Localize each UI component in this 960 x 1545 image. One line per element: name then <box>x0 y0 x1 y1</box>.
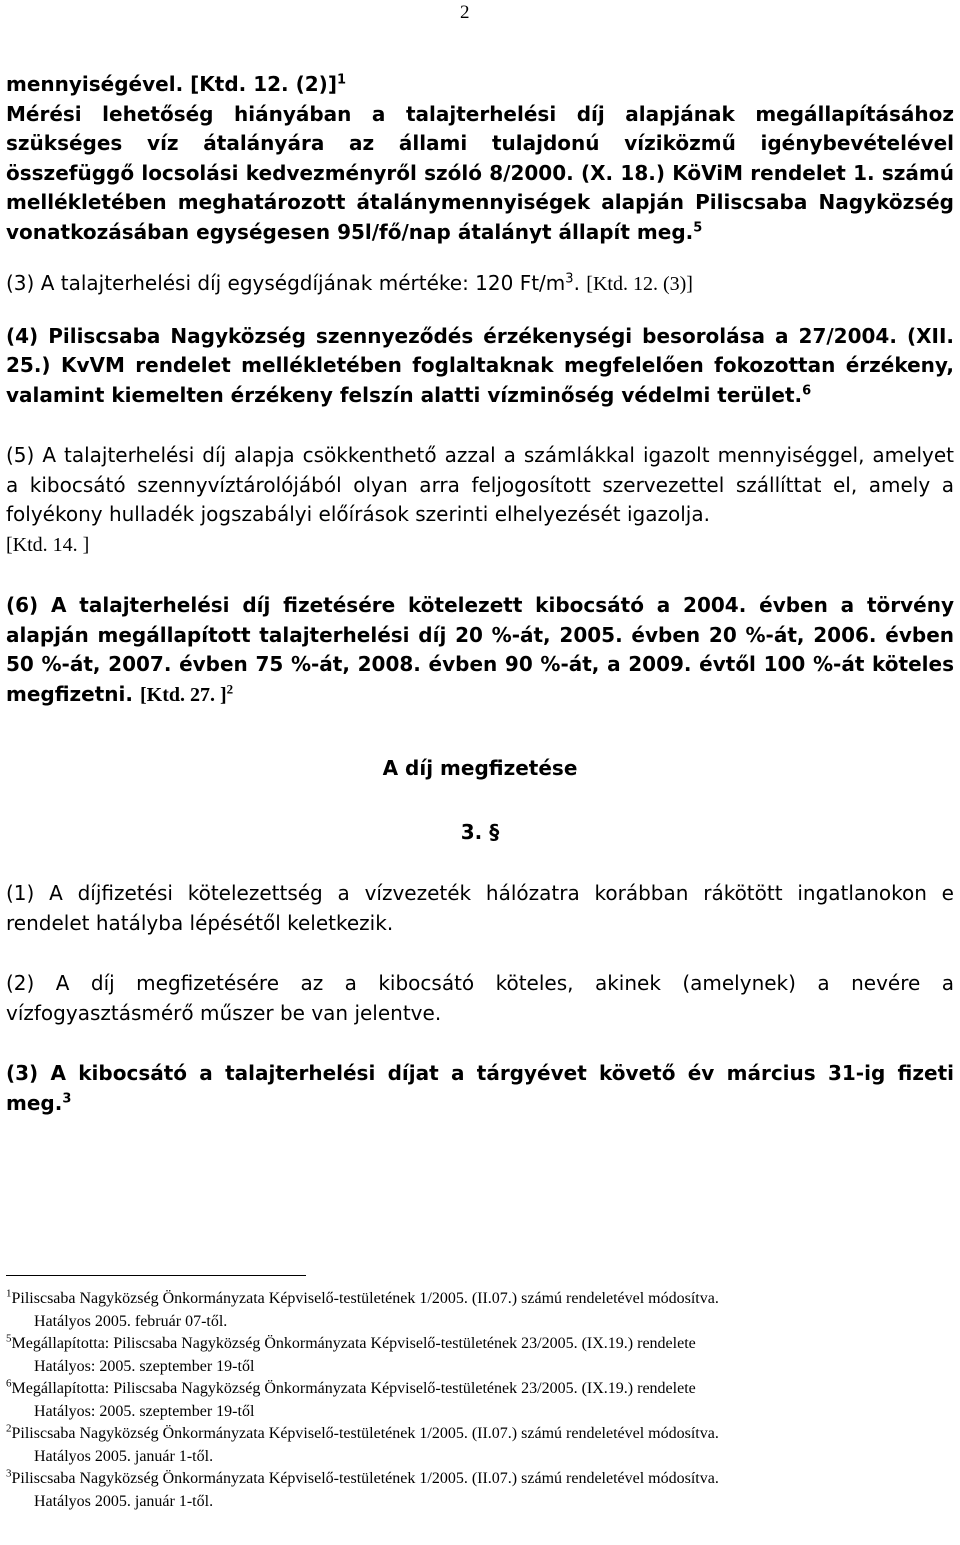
footnote-ref-3[interactable]: 3 <box>62 1090 72 1106</box>
footnote-effective: Hatályos: 2005. szeptember 19-től <box>34 1402 255 1420</box>
unit-superscript: 3 <box>565 271 574 287</box>
footnote-5 <box>6 1333 954 1378</box>
footnote-text: Piliscsaba Nagyközség Önkormányzata Képviselő-testületének 1/2005. (II.07.) számú rendeletével módosítva. <box>11 1425 719 1442</box>
paragraph-flat-rate-text-wrap <box>6 100 954 248</box>
footnote-number: 5 <box>6 1332 12 1345</box>
ktd-reference: [Ktd. 12. (3)] <box>586 273 693 295</box>
paragraph-flat-rate-text: Mérési lehetőség hiányában a talajterhelési díj alapjának megállapításához szükséges víz átalányára az állami tulajdonú víziközmű igénybevételével összefüggő locsolási kedvezményről szóló 8/2000. (X. 18.) KöViM rendelet 1. számú mellékletében meghatározott átalánymennyiségek alapján Piliscsaba Nagyközség vonatkozásában egységesen 95l/fő/nap átalányt állapít meg. <box>6 101 954 244</box>
section-number-label: 3. <box>460 819 483 844</box>
page-number: 2 <box>460 2 470 23</box>
paragraph-s3-2: (2) A díj megfizetésére az a kibocsátó köteles, akinek (amelynek) a nevére a vízfogyasztásmérő műszer be van jelentve. <box>6 971 954 1025</box>
paragraph-s3-1: (1) A díjfizetési kötelezettség a vízvezeték hálózatra korábban rákötött ingatlanokon e rendelet hatályba lépésétől keletkezik. <box>6 881 954 935</box>
paragraph-6-payment-schedule <box>6 591 954 710</box>
paragraph-6-text: (6) A talajterhelési díj fizetésére kötelezett kibocsátó a 2004. évben a törvény alapján megállapított talajterhelési díj 20 %-át, 2005. évben 20 %-át, 2006. évben 50 %-át, 2007. évben 75 %-át, 2008. évben 90 %-át, a 2009. évtől 100 %-át köteles megfizetni. <box>6 593 954 706</box>
footnote-ref-6[interactable]: 6 <box>802 382 812 398</box>
footnote-text: Megállapította: Piliscsaba Nagyközség Önkormányzata Képviselő-testületének 23/2005. (IX.19.) rendelete <box>11 1380 696 1397</box>
ktd-reference: [Ktd. 27. ] <box>139 683 227 706</box>
paragraph-3-after: . <box>573 271 587 295</box>
footnote-effective: Hatályos: 2005. szeptember 19-től <box>34 1357 255 1375</box>
footnote-text: Piliscsaba Nagyközség Önkormányzata Képviselő-testületének 1/2005. (II.07.) számú rendeletével módosítva. <box>11 1470 719 1487</box>
paragraph-5-reduction <box>6 441 954 560</box>
footnote-number: 1 <box>6 1287 12 1300</box>
paragraph-5-text: (5) A talajterhelési díj alapja csökkenthető azzal a számlákkal igazolt mennyiséggel, amelyet a kibocsátó szennyvíztárolójából olyan arra feljogosított szervezettel szállíttat el, amely a folyékony hulladék jogszabályi előírások szerinti elhelyezését igazolja. <box>6 443 954 526</box>
paragraph-4-sensitivity <box>6 322 954 411</box>
footnote-3 <box>6 1468 954 1513</box>
footnote-number: 2 <box>6 1422 12 1435</box>
footnote-1 <box>6 1288 954 1333</box>
footnote-effective: Hatályos 2005. január 1-től. <box>34 1447 214 1465</box>
document-body <box>6 70 954 1149</box>
paragraph-flat-rate-first-line <box>6 70 954 100</box>
footnote-effective: Hatályos 2005. január 1-től. <box>34 1492 214 1510</box>
footnote-effective: Hatályos 2005. február 07-től. <box>34 1312 228 1330</box>
ktd-reference: mennyiségével. [Ktd. 12. <box>6 72 289 96</box>
paragraph-3-unit-rate <box>6 269 954 300</box>
footnote-ref-1[interactable]: 1 <box>336 72 347 88</box>
footnote-text: Piliscsaba Nagyközség Önkormányzata Képviselő-testületének 1/2005. (II.07.) számú rendeletével módosítva. <box>11 1290 719 1307</box>
footnote-number: 3 <box>6 1467 12 1480</box>
section-number <box>6 818 954 848</box>
paragraph-4-text: (4) Piliscsaba Nagyközség szennyeződés érzékenységi besorolása a 27/2004. (XII. 25.) KvVM rendelet mellékletében foglaltaknak megfelelően fokozottan érzékeny, valamint kiemelten érzékeny felszín alatti vízminőség védelmi terület. <box>6 323 954 407</box>
paragraph-3-text: (3) A talajterhelési díj egységdíjának mértéke: 120 Ft/m <box>6 271 566 295</box>
section-heading: A díj megfizetése <box>382 756 578 780</box>
footnote-number: 6 <box>6 1377 12 1390</box>
footnote-separator <box>6 1275 306 1276</box>
footnotes <box>6 1288 954 1513</box>
section-sign-reference: (2)] <box>288 72 337 96</box>
footnote-ref-2[interactable]: 2 <box>226 680 234 696</box>
footnote-text: Megállapította: Piliscsaba Nagyközség Önkormányzata Képviselő-testületének 23/2005. (IX.19.) rendelete <box>11 1335 696 1352</box>
paragraph-s3-3 <box>6 1059 954 1118</box>
footnote-6 <box>6 1378 954 1423</box>
ktd-reference: [Ktd. 14. ] <box>6 533 90 556</box>
section-sign-icon: § <box>489 819 500 844</box>
paragraph-flat-rate <box>6 70 954 247</box>
footnote-ref-5[interactable]: 5 <box>693 219 703 235</box>
footnote-2 <box>6 1423 954 1468</box>
paragraph-s3-3-text: (3) A kibocsátó a talajterhelési díjat a tárgyévet követő év március 31-ig fizeti meg. <box>6 1061 954 1115</box>
